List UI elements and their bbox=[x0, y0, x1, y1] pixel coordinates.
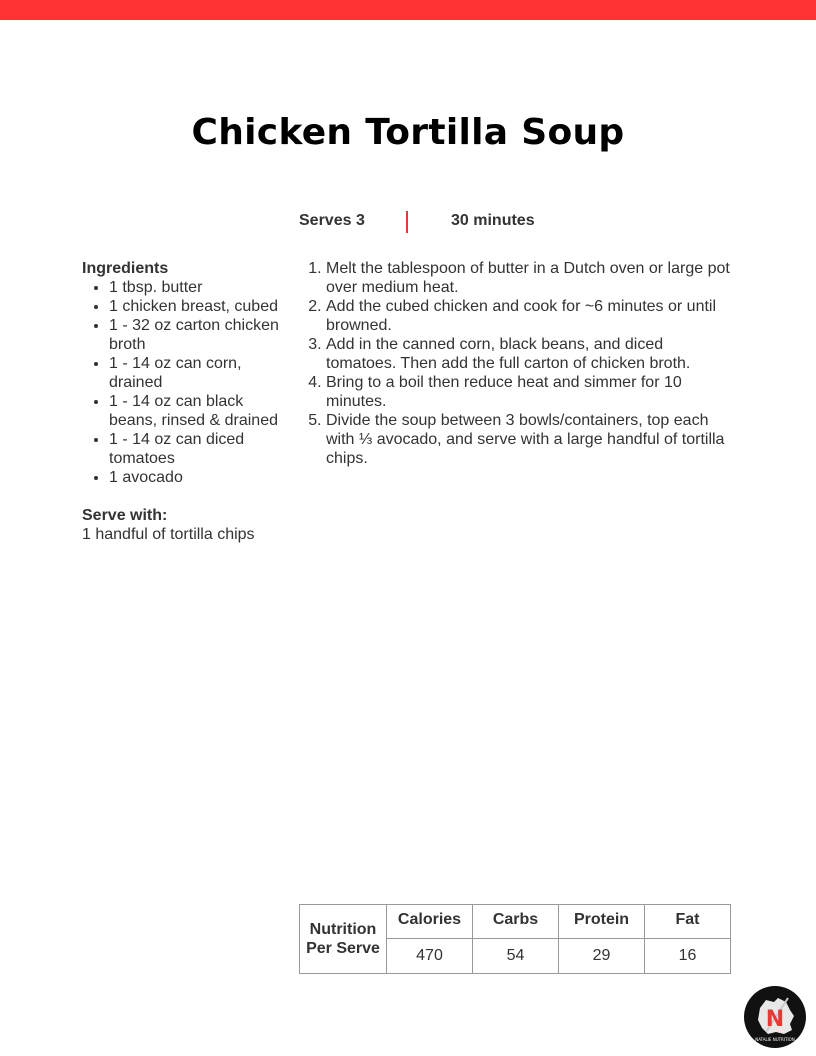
ingredient-item: • 1 chicken breast, cubed bbox=[109, 297, 292, 316]
meta-divider bbox=[406, 211, 408, 233]
ingredients-list bbox=[82, 278, 292, 487]
ingredient-item: • 1 - 14 oz can diced tomatoes bbox=[109, 430, 292, 468]
nutrition-header-calories: Calories bbox=[387, 905, 473, 939]
nutrition-header-protein: Protein bbox=[559, 905, 645, 939]
serves-count: Serves 3 bbox=[299, 212, 365, 229]
nutrition-value-calories: 470 bbox=[387, 939, 473, 974]
ingredient-item: • 1 tbsp. butter bbox=[109, 278, 292, 297]
recipe-title: Chicken Tortilla Soup bbox=[191, 112, 625, 153]
ingredient-item: • 1 - 14 oz can corn, drained bbox=[109, 354, 292, 392]
top-accent-bar bbox=[0, 0, 816, 20]
nutrition-value-fat: 16 bbox=[645, 939, 731, 974]
instruction-step: 5. Divide the soup between 3 bowls/containers, top each with ⅓ avocado, and serve with a large handful of tortilla chips. bbox=[326, 411, 736, 468]
nutrition-header-row bbox=[300, 905, 731, 939]
ingredients-section bbox=[82, 259, 292, 544]
nutrition-label bbox=[300, 905, 387, 974]
brand-logo-icon bbox=[744, 986, 806, 1048]
ingredient-item: • 1 avocado bbox=[109, 468, 292, 487]
ingredient-item: • 1 - 14 oz can black beans, rinsed & drained bbox=[109, 392, 292, 430]
instructions-list bbox=[308, 259, 736, 468]
instructions-section bbox=[308, 259, 736, 468]
logo-letter: N bbox=[765, 1007, 785, 1032]
nutrition-header-carbs: Carbs bbox=[473, 905, 559, 939]
ingredient-item: • 1 - 32 oz carton chicken broth bbox=[109, 316, 292, 354]
serve-with-item: 1 handful of tortilla chips bbox=[82, 526, 255, 543]
instruction-step: 1. Melt the tablespoon of butter in a Dutch oven or large pot over medium heat. bbox=[326, 259, 736, 297]
nutrition-value-protein: 29 bbox=[559, 939, 645, 974]
nutrition-label-line2: Per Serve bbox=[306, 940, 380, 957]
serve-with-heading: Serve with: bbox=[82, 507, 168, 524]
cook-time: 30 minutes bbox=[451, 212, 535, 229]
instruction-step: 4. Bring to a boil then reduce heat and simmer for 10 minutes. bbox=[326, 373, 736, 411]
instruction-step: 2. Add the cubed chicken and cook for ~6 minutes or until browned. bbox=[326, 297, 736, 335]
nutrition-table bbox=[299, 904, 731, 974]
nutrition-header-fat: Fat bbox=[645, 905, 731, 939]
nutrition-value-carbs: 54 bbox=[473, 939, 559, 974]
brand-logo bbox=[744, 986, 806, 1048]
nutrition-label-line1: Nutrition bbox=[309, 921, 377, 938]
logo-text: NATALIE NUTRITION bbox=[755, 1037, 795, 1042]
ingredients-heading: Ingredients bbox=[82, 260, 169, 277]
instruction-step: 3. Add in the canned corn, black beans, and diced tomatoes. Then add the full carton of chicken broth. bbox=[326, 335, 736, 373]
